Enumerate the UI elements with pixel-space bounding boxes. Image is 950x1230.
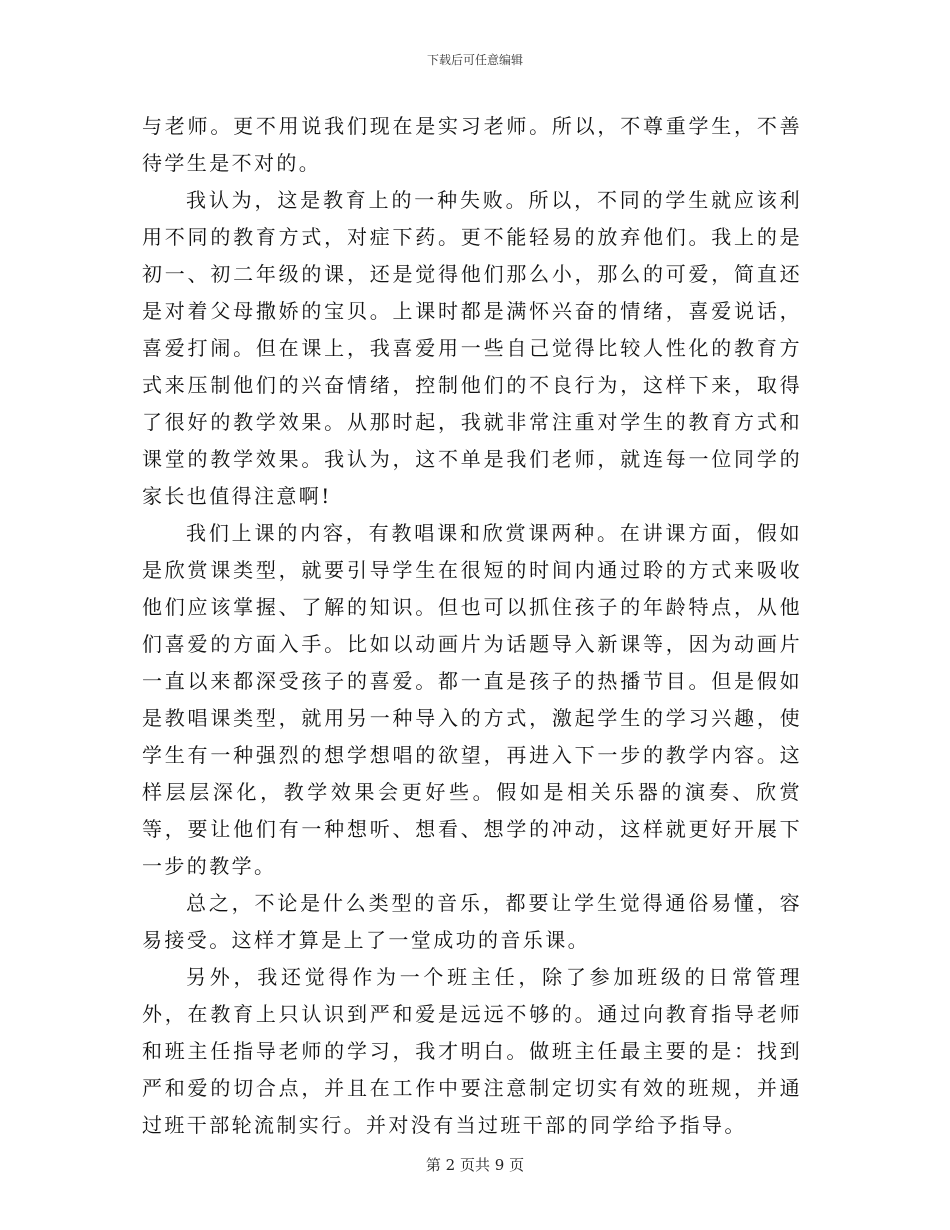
paragraph-lesson-content: 我们上课的内容，有教唱课和欣赏课两种。在讲课方面，假如是欣赏课类型，就要引导学生在很短的时间内通过聆的方式来吸收他们应该掌握、了解的知识。但也可以抓住孩子的年龄特点，从他们喜爱的方面入手。比如以动画片为话题导入新课等，因为动画片一直以来都深受孩子的喜爱。都一直是孩子的热播节目。但是假如是教唱课类型，就用另一种导入的方式，激起学生的学习兴趣，使学生有一种强烈的想学想唱的欲望，再进入下一步的教学内容。这样层层深化，教学效果会更好些。假如是相关乐器的演奏、欣赏等，要让他们有一种想听、想看、想学的冲动，这样就更好开展下一步的教学。	[142, 521, 802, 878]
paragraph-class-teacher: 另外，我还觉得作为一个班主任，除了参加班级的日常管理外，在教育上只认识到严和爱是远远不够的。通过向教育指导老师和班主任指导老师的学习，我才明白。做班主任最主要的是：找到严和爱的切合点，并且在工作中要注意制定切实有效的班规，并通过班干部轮流制实行。并对没有当过班干部的同学给予指导。	[142, 965, 802, 1137]
document-body	[142, 108, 802, 1144]
page-header: 下载后可任意编辑	[426, 53, 523, 67]
page-number: 第 2 页共 9 页	[425, 1156, 525, 1174]
paragraph-summary: 总之，不论是什么类型的音乐，都要让学生觉得通俗易懂，容易接受。这样才算是上了一堂成功的音乐课。	[142, 891, 802, 952]
paragraph-teaching-methods: 我认为，这是教育上的一种失败。所以，不同的学生就应该利用不同的教育方式，对症下药。更不能轻易的放弃他们。我上的是初一、初二年级的课，还是觉得他们那么小，那么的可爱，简直还是对着父母撒娇的宝贝。上课时都是满怀兴奋的情绪，喜爱说话，喜爱打闹。但在课上，我喜爱用一些自己觉得比较人性化的教育方式来压制他们的兴奋情绪，控制他们的不良行为，这样下来，取得了很好的教学效果。从那时起，我就非常注重对学生的教育方式和课堂的教学效果。我认为，这不单是我们老师，就连每一位同学的家长也值得注意啊!	[142, 188, 802, 508]
paragraph-continuation: 与老师。更不用说我们现在是实习老师。所以，不尊重学生，不善待学生是不对的。	[142, 114, 802, 175]
